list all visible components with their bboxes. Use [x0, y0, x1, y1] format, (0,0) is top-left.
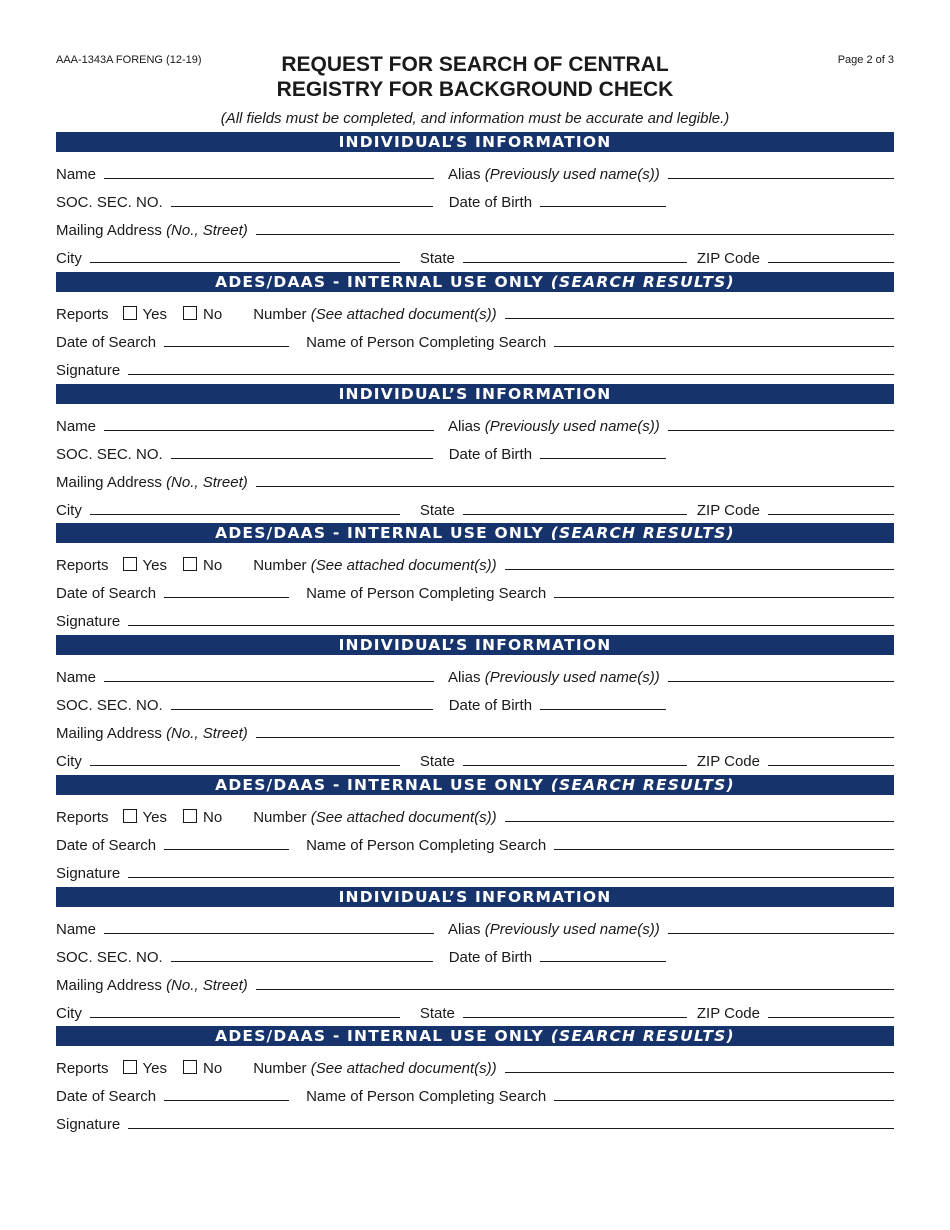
address-field[interactable]	[256, 737, 894, 738]
signature-field[interactable]	[128, 877, 894, 878]
number-field[interactable]	[505, 318, 894, 319]
city-field[interactable]	[90, 262, 400, 263]
address-row	[56, 714, 894, 742]
no-checkbox[interactable]	[183, 557, 197, 571]
search-date-row	[56, 323, 894, 351]
person-label: Name of Person Completing Search	[306, 837, 547, 854]
signature-field[interactable]	[128, 1128, 894, 1129]
state-field[interactable]	[463, 765, 687, 766]
alias-label: Alias (Previously used name(s))	[448, 921, 660, 938]
address-field[interactable]	[256, 989, 894, 990]
alias-label: Alias (Previously used name(s))	[448, 166, 660, 183]
name-label: Name	[56, 921, 97, 938]
address-row	[56, 211, 894, 239]
zip-field[interactable]	[768, 765, 894, 766]
city-label: City	[56, 753, 82, 770]
date-of-search-field[interactable]	[164, 849, 289, 850]
no-checkbox[interactable]	[183, 1060, 197, 1074]
city-field[interactable]	[90, 765, 400, 766]
city-row	[56, 994, 894, 1022]
date-of-search-field[interactable]	[164, 346, 289, 347]
address-label: Mailing Address (No., Street)	[56, 222, 248, 239]
reports-label: Reports	[56, 809, 109, 826]
name-row	[56, 655, 894, 686]
page-number: Page 2 of 3	[837, 54, 894, 66]
person-field[interactable]	[554, 1100, 894, 1101]
signature-row	[56, 351, 894, 379]
name-label: Name	[56, 166, 97, 183]
date-of-search-label: Date of Search	[56, 1088, 157, 1105]
reports-row	[56, 795, 894, 826]
city-row	[56, 742, 894, 770]
ssn-label: SOC. SEC. NO.	[56, 697, 163, 714]
search-date-row	[56, 574, 894, 602]
ssn-row	[56, 435, 894, 463]
internal-heading: ADES/DAAS - INTERNAL USE ONLY (SEARCH RESULTS)	[56, 272, 894, 292]
date-of-search-label: Date of Search	[56, 585, 157, 602]
internal-section-1	[56, 272, 894, 379]
number-label: Number (See attached document(s))	[253, 809, 497, 826]
date-of-search-label: Date of Search	[56, 334, 157, 351]
state-label: State	[419, 1005, 455, 1022]
ssn-label: SOC. SEC. NO.	[56, 194, 163, 211]
yes-label: Yes	[142, 557, 168, 574]
page-title	[0, 52, 950, 102]
ssn-label: SOC. SEC. NO.	[56, 446, 163, 463]
signature-field[interactable]	[128, 374, 894, 375]
name-row	[56, 404, 894, 435]
city-row	[56, 491, 894, 519]
individual-heading: INDIVIDUAL’S INFORMATION	[56, 132, 894, 152]
reports-label: Reports	[56, 557, 109, 574]
person-label: Name of Person Completing Search	[306, 585, 547, 602]
internal-heading: ADES/DAAS - INTERNAL USE ONLY (SEARCH RESULTS)	[56, 523, 894, 543]
dob-label: Date of Birth	[448, 194, 533, 211]
signature-row	[56, 854, 894, 882]
zip-field[interactable]	[768, 514, 894, 515]
signature-label: Signature	[56, 1116, 121, 1133]
zip-label: ZIP Code	[696, 502, 760, 519]
person-field[interactable]	[554, 849, 894, 850]
address-row	[56, 463, 894, 491]
ssn-field[interactable]	[171, 961, 433, 962]
city-row	[56, 239, 894, 267]
number-label: Number (See attached document(s))	[253, 306, 497, 323]
reports-row	[56, 543, 894, 574]
date-of-search-field[interactable]	[164, 1100, 289, 1101]
no-label: No	[203, 1060, 223, 1077]
instruction-text: (All fields must be completed, and information must be accurate and legible.)	[220, 110, 730, 127]
search-date-row	[56, 1077, 894, 1105]
zip-label: ZIP Code	[696, 250, 760, 267]
ssn-row	[56, 686, 894, 714]
signature-row	[56, 1105, 894, 1133]
dob-field[interactable]	[540, 961, 666, 962]
yes-checkbox[interactable]	[123, 1060, 137, 1074]
individual-heading: INDIVIDUAL’S INFORMATION	[56, 887, 894, 907]
signature-label: Signature	[56, 865, 121, 882]
signature-field[interactable]	[128, 625, 894, 626]
state-field[interactable]	[463, 514, 687, 515]
state-label: State	[419, 250, 455, 267]
zip-label: ZIP Code	[696, 753, 760, 770]
city-label: City	[56, 502, 82, 519]
number-label: Number (See attached document(s))	[253, 1060, 497, 1077]
reports-label: Reports	[56, 306, 109, 323]
ssn-row	[56, 938, 894, 966]
city-label: City	[56, 250, 82, 267]
dob-field[interactable]	[540, 458, 666, 459]
yes-label: Yes	[142, 306, 168, 323]
yes-label: Yes	[142, 1060, 168, 1077]
person-field[interactable]	[554, 597, 894, 598]
signature-row	[56, 602, 894, 630]
zip-field[interactable]	[768, 262, 894, 263]
individual-heading: INDIVIDUAL’S INFORMATION	[56, 384, 894, 404]
ssn-label: SOC. SEC. NO.	[56, 949, 163, 966]
name-field[interactable]	[104, 430, 434, 431]
city-field[interactable]	[90, 1017, 400, 1018]
individual-heading: INDIVIDUAL’S INFORMATION	[56, 635, 894, 655]
number-label: Number (See attached document(s))	[253, 557, 497, 574]
name-field[interactable]	[104, 178, 434, 179]
address-label: Mailing Address (No., Street)	[56, 474, 248, 491]
address-label: Mailing Address (No., Street)	[56, 977, 248, 994]
zip-label: ZIP Code	[696, 1005, 760, 1022]
reports-label: Reports	[56, 1060, 109, 1077]
alias-field[interactable]	[668, 430, 894, 431]
state-label: State	[419, 753, 455, 770]
individual-section-4	[56, 887, 894, 1022]
person-field[interactable]	[554, 346, 894, 347]
city-field[interactable]	[90, 514, 400, 515]
city-label: City	[56, 1005, 82, 1022]
signature-label: Signature	[56, 362, 121, 379]
zip-field[interactable]	[768, 1017, 894, 1018]
name-field[interactable]	[104, 681, 434, 682]
search-date-row	[56, 826, 894, 854]
name-row	[56, 907, 894, 938]
yes-checkbox[interactable]	[123, 306, 137, 320]
no-checkbox[interactable]	[183, 809, 197, 823]
ssn-row	[56, 183, 894, 211]
signature-label: Signature	[56, 613, 121, 630]
no-label: No	[203, 306, 223, 323]
person-label: Name of Person Completing Search	[306, 1088, 547, 1105]
ssn-field[interactable]	[171, 206, 433, 207]
date-of-search-field[interactable]	[164, 597, 289, 598]
reports-row	[56, 292, 894, 323]
dob-label: Date of Birth	[448, 949, 533, 966]
no-label: No	[203, 809, 223, 826]
internal-heading: ADES/DAAS - INTERNAL USE ONLY (SEARCH RESULTS)	[56, 1026, 894, 1046]
address-row	[56, 966, 894, 994]
yes-label: Yes	[142, 809, 168, 826]
alias-label: Alias (Previously used name(s))	[448, 669, 660, 686]
person-label: Name of Person Completing Search	[306, 334, 547, 351]
number-field[interactable]	[505, 821, 894, 822]
yes-checkbox[interactable]	[123, 557, 137, 571]
address-label: Mailing Address (No., Street)	[56, 725, 248, 742]
address-field[interactable]	[256, 234, 894, 235]
address-field[interactable]	[256, 486, 894, 487]
title-line-2: REGISTRY FOR BACKGROUND CHECK	[276, 78, 674, 101]
state-label: State	[419, 502, 455, 519]
name-label: Name	[56, 669, 97, 686]
individual-section-2	[56, 384, 894, 519]
name-row	[56, 152, 894, 183]
no-label: No	[203, 557, 223, 574]
ssn-field[interactable]	[171, 458, 433, 459]
number-field[interactable]	[505, 569, 894, 570]
ssn-field[interactable]	[171, 709, 433, 710]
form-code: AAA-1343A FORENG (12-19)	[56, 54, 202, 66]
number-field[interactable]	[505, 1072, 894, 1073]
date-of-search-label: Date of Search	[56, 837, 157, 854]
alias-field[interactable]	[668, 178, 894, 179]
alias-field[interactable]	[668, 681, 894, 682]
name-label: Name	[56, 418, 97, 435]
dob-label: Date of Birth	[448, 446, 533, 463]
internal-section-3	[56, 775, 894, 882]
state-field[interactable]	[463, 262, 687, 263]
state-field[interactable]	[463, 1017, 687, 1018]
individual-section-3	[56, 635, 894, 770]
yes-checkbox[interactable]	[123, 809, 137, 823]
reports-row	[56, 1046, 894, 1077]
internal-section-2	[56, 523, 894, 630]
dob-label: Date of Birth	[448, 697, 533, 714]
individual-section-1	[56, 132, 894, 267]
dob-field[interactable]	[540, 709, 666, 710]
alias-label: Alias (Previously used name(s))	[448, 418, 660, 435]
alias-field[interactable]	[668, 933, 894, 934]
title-line-1: REQUEST FOR SEARCH OF CENTRAL	[281, 53, 669, 76]
name-field[interactable]	[104, 933, 434, 934]
internal-section-4	[56, 1026, 894, 1133]
no-checkbox[interactable]	[183, 306, 197, 320]
dob-field[interactable]	[540, 206, 666, 207]
internal-heading: ADES/DAAS - INTERNAL USE ONLY (SEARCH RESULTS)	[56, 775, 894, 795]
